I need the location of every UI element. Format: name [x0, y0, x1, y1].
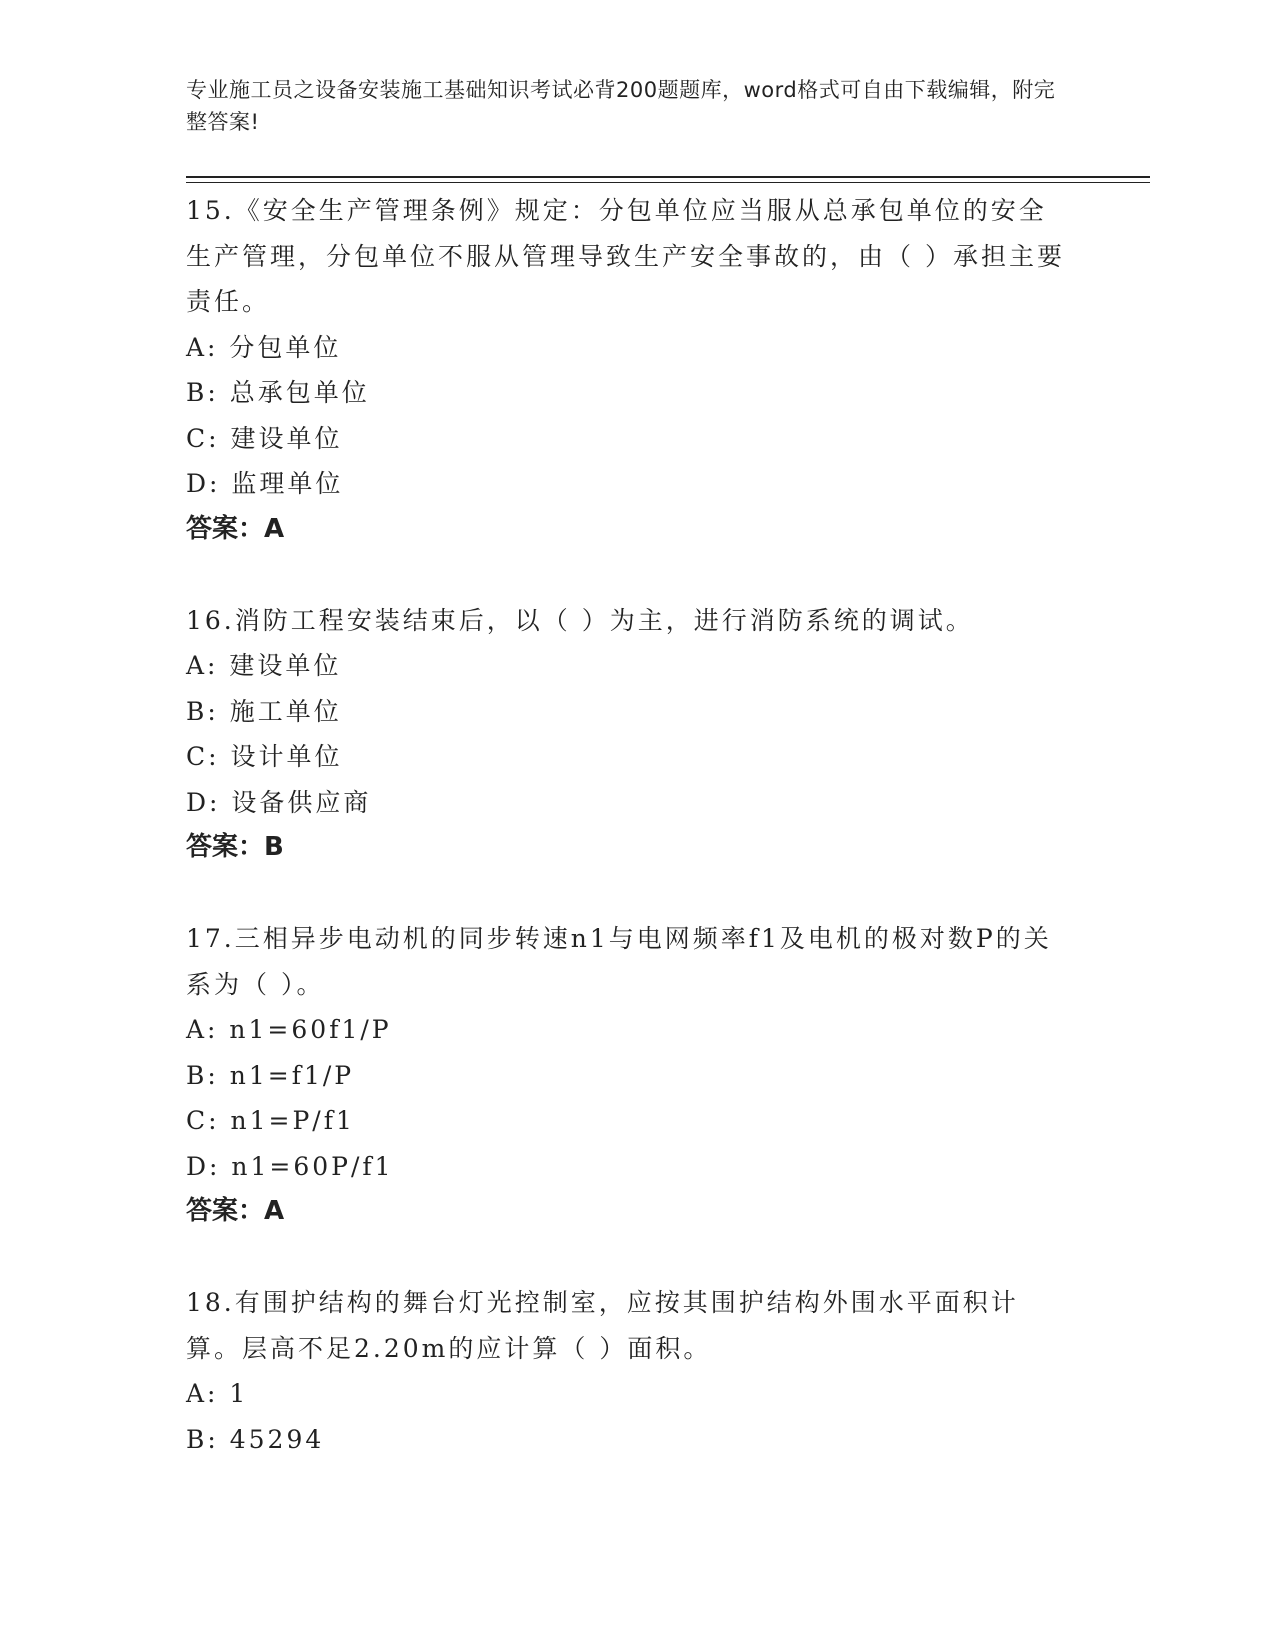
- header-divider-thick: [186, 176, 1150, 178]
- question-16: [186, 598, 1066, 871]
- question-spacer: [186, 552, 1066, 598]
- option-d: D: 监理单位: [186, 469, 344, 498]
- header-divider-thin: [186, 182, 1150, 183]
- option-a: A: 分包单位: [186, 332, 342, 362]
- question-list: [186, 188, 1066, 1462]
- question-stem: 18.有围护结构的舞台灯光控制室，应按其围护结构外围水平面积计算。层高不足2.20m的应计算（ ）面积。: [186, 1288, 1019, 1363]
- question-stem: 17.三相异步电动机的同步转速n1与电网频率f1及电机的极对数P的关系为（ ）。: [186, 924, 1052, 999]
- option-b: B: 总承包单位: [186, 378, 370, 407]
- question-spacer: [186, 871, 1066, 917]
- question-spacer: [186, 1235, 1066, 1281]
- option-c: C: 设计单位: [186, 742, 343, 771]
- option-c: C: n1=P/f1: [186, 1106, 355, 1135]
- question-stem: 15.《安全生产管理条例》规定：分包单位应当服从总承包单位的安全生产管理，分包单位不服从管理导致生产安全事故的，由（ ）承担主要责任。: [186, 196, 1065, 316]
- option-b: B: 施工单位: [186, 696, 342, 726]
- document-header: 专业施工员之设备安装施工基础知识考试必背200题题库，word格式可自由下载编辑，附完整答案!: [186, 78, 1056, 134]
- option-b: B: 45294: [186, 1424, 325, 1454]
- option-a: A: n1=60f1/P: [186, 1015, 392, 1044]
- answer: 答案：A: [186, 1196, 285, 1226]
- answer: 答案：A: [186, 513, 285, 544]
- question-15: [186, 188, 1066, 552]
- answer: 答案：B: [186, 832, 284, 862]
- question-17: [186, 916, 1066, 1235]
- question-18: [186, 1280, 1066, 1462]
- option-d: D: n1=60P/f1: [186, 1151, 394, 1181]
- option-c: C: 建设单位: [186, 423, 343, 453]
- option-b: B: n1=f1/P: [186, 1060, 355, 1090]
- question-stem: 16.消防工程安装结束后，以（ ）为主，进行消防系统的调试。: [186, 605, 974, 635]
- option-d: D: 设备供应商: [186, 787, 372, 817]
- option-a: A: 建设单位: [186, 651, 342, 680]
- option-a: A: 1: [186, 1379, 249, 1408]
